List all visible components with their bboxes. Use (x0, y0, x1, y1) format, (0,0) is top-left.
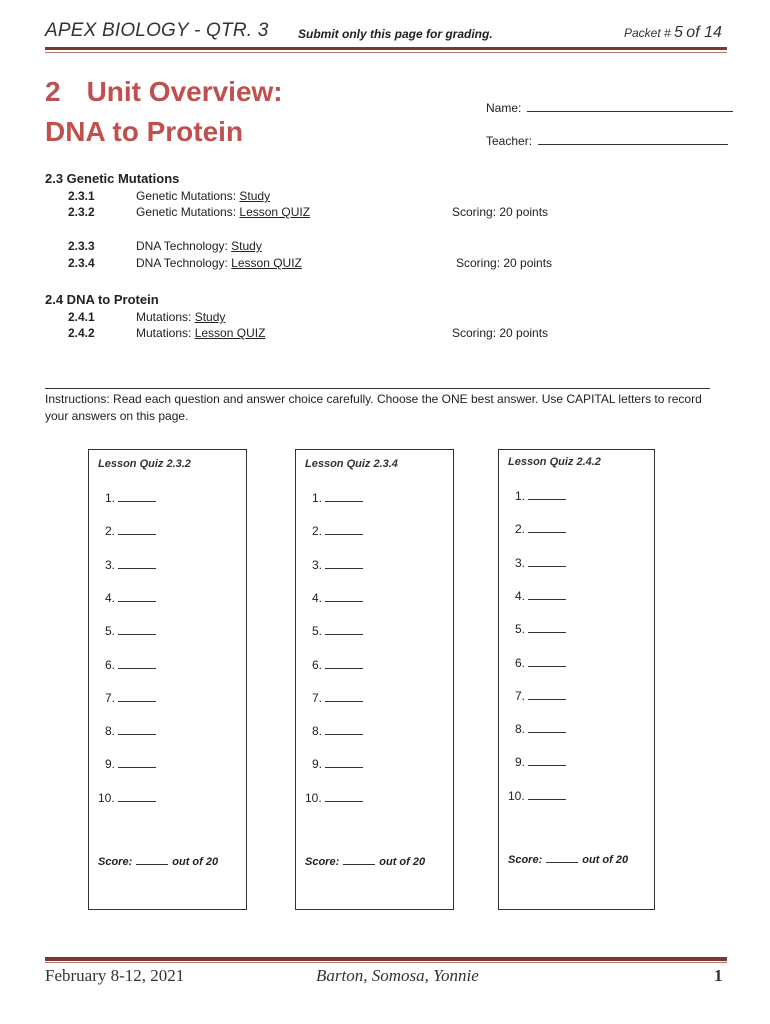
answer-blank[interactable] (325, 624, 363, 635)
unit-number: 2 (45, 76, 61, 107)
answer-number: 3. (105, 557, 116, 572)
answer-line[interactable] (515, 622, 566, 636)
answer-blank[interactable] (118, 757, 156, 768)
quiz-title: Lesson Quiz 2.3.2 (98, 458, 191, 470)
score-suffix: out of 20 (379, 856, 426, 868)
answer-number: 7. (105, 690, 116, 705)
quiz-title: Lesson Quiz 2.3.4 (305, 458, 398, 470)
answer-blank[interactable] (325, 558, 363, 569)
quiz-score[interactable] (98, 854, 218, 868)
answer-number: 5. (312, 624, 323, 639)
answer-number: 10. (305, 790, 322, 805)
lesson-link[interactable]: Lesson QUIZ (194, 326, 266, 340)
quiz-answers (296, 450, 453, 909)
answer-number: 7. (312, 690, 323, 705)
teacher-line[interactable] (538, 134, 728, 145)
answer-blank[interactable] (325, 524, 363, 535)
answer-blank[interactable] (325, 791, 363, 802)
quiz-answers (89, 450, 246, 909)
answer-blank[interactable] (528, 789, 566, 800)
lesson-row (0, 205, 770, 221)
instructions-rule (45, 388, 710, 389)
answer-blank[interactable] (528, 556, 566, 567)
answer-line[interactable] (105, 491, 156, 505)
score-label: Score: (508, 854, 543, 866)
answer-blank[interactable] (325, 757, 363, 768)
score-label: Score: (98, 856, 133, 868)
answer-number: 5. (105, 624, 116, 639)
answer-line[interactable] (105, 591, 156, 605)
lesson-prefix: DNA Technology: (136, 239, 232, 253)
answer-number: 9. (312, 757, 323, 772)
quiz-title: Lesson Quiz 2.4.2 (508, 456, 601, 468)
answer-blank[interactable] (118, 591, 156, 602)
lesson-row (0, 239, 770, 255)
answer-line[interactable] (105, 524, 156, 538)
answer-line[interactable] (515, 522, 566, 536)
answer-line[interactable] (515, 556, 566, 570)
packet-number (624, 24, 722, 42)
scoring-text: Scoring: 20 points (452, 205, 549, 219)
answer-blank[interactable] (325, 691, 363, 702)
answer-line[interactable] (515, 656, 566, 670)
answer-number: 6. (312, 657, 323, 672)
answer-number: 3. (312, 557, 323, 572)
lesson-prefix: Genetic Mutations: (136, 205, 240, 219)
footer-rule-thin (45, 962, 727, 963)
score-suffix: out of 20 (582, 854, 629, 866)
course-title: APEX BIOLOGY - QTR. 3 (45, 20, 269, 41)
answer-number: 2. (515, 522, 526, 537)
score-blank[interactable] (136, 854, 168, 865)
lesson-row (0, 256, 770, 272)
lesson-prefix: Mutations: (136, 310, 195, 324)
answer-line[interactable] (312, 658, 363, 672)
score-blank[interactable] (546, 852, 578, 863)
answer-number: 1. (515, 489, 526, 503)
submit-note: Submit only this page for grading. (298, 27, 493, 41)
answer-blank[interactable] (528, 722, 566, 733)
answer-number: 1. (105, 491, 116, 505)
answer-line[interactable] (305, 791, 363, 805)
answer-number: 6. (105, 657, 116, 672)
answer-number: 3. (515, 555, 526, 570)
answer-blank[interactable] (118, 691, 156, 702)
answer-blank[interactable] (325, 491, 363, 502)
answer-line[interactable] (515, 689, 566, 703)
answer-blank[interactable] (118, 558, 156, 569)
lesson-link[interactable]: Study (231, 239, 262, 253)
answer-line[interactable] (105, 658, 156, 672)
answer-line[interactable] (312, 724, 363, 738)
lesson-code: 2.3.4 (68, 256, 95, 270)
name-field[interactable] (486, 101, 733, 115)
lesson-row (0, 189, 770, 205)
answer-number: 5. (515, 622, 526, 637)
lesson-link[interactable]: Lesson QUIZ (231, 256, 302, 270)
quiz-score[interactable] (305, 854, 425, 868)
unit-title (45, 72, 283, 152)
footer-rule (45, 957, 727, 961)
answer-line[interactable] (105, 757, 156, 771)
answer-blank[interactable] (528, 656, 566, 667)
lesson-code: 2.4.2 (68, 326, 95, 340)
answer-number: 2. (105, 524, 116, 539)
answer-number: 7. (515, 688, 526, 703)
scoring-text: Scoring: 20 points (452, 326, 549, 340)
answer-line[interactable] (105, 558, 156, 572)
answer-line[interactable] (312, 757, 363, 771)
score-label: Score: (305, 856, 340, 868)
answer-line[interactable] (508, 789, 566, 803)
score-suffix: out of 20 (172, 856, 219, 868)
answer-line[interactable] (312, 591, 363, 605)
answer-blank[interactable] (118, 791, 156, 802)
answer-line[interactable] (515, 489, 566, 503)
section-heading: 2.4 DNA to Protein (45, 292, 159, 307)
answer-number: 4. (105, 590, 116, 605)
footer-authors: Barton, Somosa, Yonnie (316, 966, 479, 985)
packet-num: 5 (674, 24, 683, 41)
answer-blank[interactable] (528, 489, 566, 500)
packet-prefix: Packet # (624, 26, 671, 40)
answer-blank[interactable] (528, 522, 566, 533)
unit-title-line1: Unit Overview: (86, 76, 283, 107)
lesson-prefix: Genetic Mutations: (136, 189, 240, 203)
answer-blank[interactable] (528, 689, 566, 700)
lesson-code: 2.3.2 (68, 205, 95, 219)
lesson-link[interactable]: Study (239, 189, 271, 203)
answer-line[interactable] (105, 724, 156, 738)
answer-number: 8. (312, 724, 323, 739)
answer-line[interactable] (105, 624, 156, 638)
quiz-box (88, 449, 247, 910)
answer-number: 6. (515, 655, 526, 670)
answer-line[interactable] (312, 691, 363, 705)
answer-blank[interactable] (118, 658, 156, 669)
answer-line[interactable] (515, 722, 566, 736)
quiz-answers (499, 448, 654, 907)
answer-number: 4. (515, 588, 526, 603)
answer-line[interactable] (312, 624, 363, 638)
answer-blank[interactable] (528, 589, 566, 600)
lesson-link[interactable]: Lesson QUIZ (239, 205, 311, 219)
lesson-code: 2.4.1 (68, 310, 95, 324)
lesson-prefix: DNA Technology: (136, 256, 232, 270)
answer-number: 9. (105, 757, 116, 772)
answer-line[interactable] (515, 755, 566, 769)
packet-total: of 14 (686, 24, 722, 41)
footer-date: February 8-12, 2021 (45, 966, 185, 985)
answer-blank[interactable] (118, 491, 156, 502)
lesson-link[interactable]: Study (194, 310, 226, 324)
header-rule-thin (45, 52, 727, 53)
header-rule (45, 47, 727, 50)
page-number: 1 (714, 966, 723, 985)
answer-number: 8. (515, 722, 526, 737)
answer-line[interactable] (515, 589, 566, 603)
answer-line[interactable] (312, 524, 363, 538)
answer-number: 9. (515, 755, 526, 770)
answer-blank[interactable] (325, 591, 363, 602)
answer-blank[interactable] (528, 755, 566, 766)
score-blank[interactable] (343, 854, 375, 865)
answer-blank[interactable] (325, 724, 363, 735)
instructions: Instructions: Read each question and answer choice carefully. Choose the ONE best answer. Use CAPITAL letters to record your answers on this page. (45, 392, 702, 423)
answer-blank[interactable] (528, 622, 566, 633)
answer-number: 1. (312, 491, 323, 505)
teacher-field[interactable] (486, 134, 728, 148)
lesson-code: 2.3.3 (68, 239, 95, 253)
answer-blank[interactable] (118, 724, 156, 735)
unit-title-line2: DNA to Protein (45, 116, 244, 147)
name-line[interactable] (527, 101, 733, 112)
lesson-prefix: Mutations: (136, 326, 195, 340)
section-heading: 2.3 Genetic Mutations (45, 171, 180, 186)
quiz-box (295, 449, 454, 910)
lesson-row (0, 310, 770, 326)
answer-blank[interactable] (118, 524, 156, 535)
answer-line[interactable] (105, 691, 156, 705)
answer-number: 8. (105, 724, 116, 739)
answer-number: 10. (98, 790, 115, 805)
teacher-label: Teacher: (486, 134, 533, 148)
quiz-box (498, 449, 655, 910)
answer-line[interactable] (312, 558, 363, 572)
lesson-code: 2.3.1 (68, 189, 95, 203)
lesson-row (0, 326, 770, 342)
scoring-text: Scoring: 20 points (456, 256, 553, 270)
answer-blank[interactable] (118, 624, 156, 635)
answer-line[interactable] (98, 791, 156, 805)
name-label: Name: (486, 101, 522, 115)
answer-number: 4. (312, 590, 323, 605)
quiz-score[interactable] (508, 852, 628, 866)
answer-number: 10. (508, 788, 525, 803)
answer-line[interactable] (312, 491, 363, 505)
answer-number: 2. (312, 524, 323, 539)
answer-blank[interactable] (325, 658, 363, 669)
